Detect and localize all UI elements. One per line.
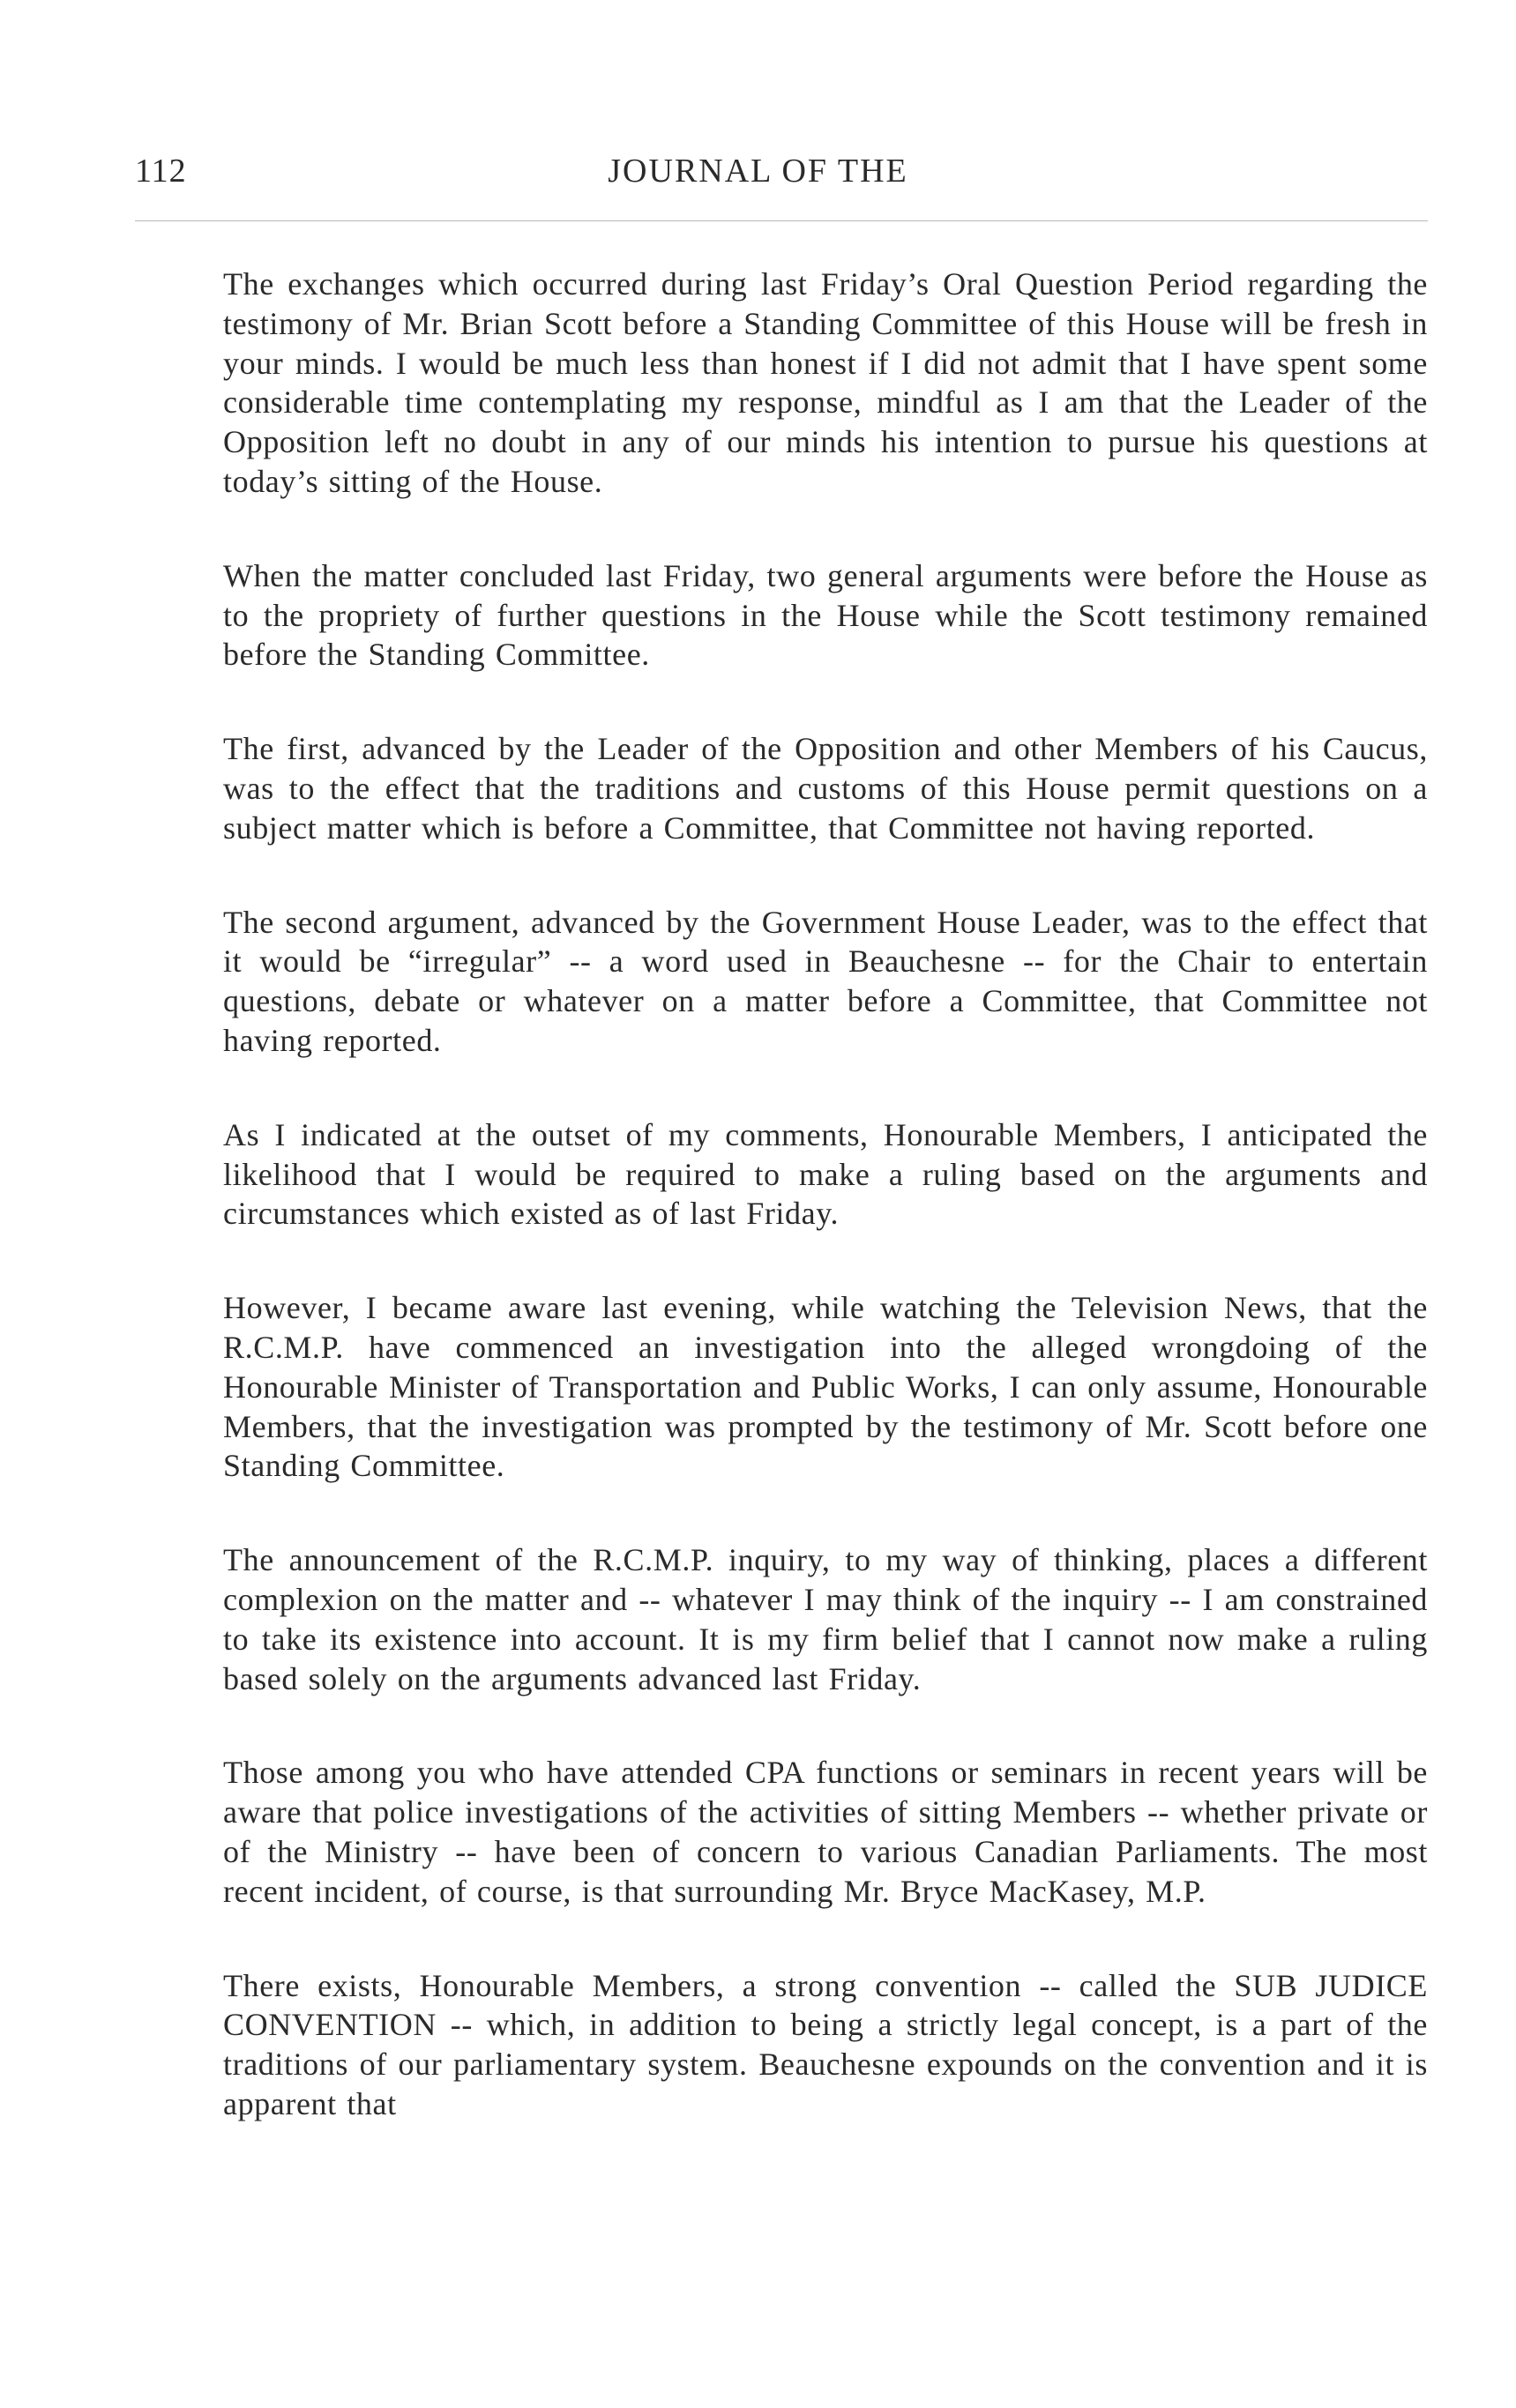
paragraph: However, I became aware last evening, while watching the Television News, that the R.C.M.P. have commenced an investigation into the alleged wrongdoing of the Honourable Minister of Transportation and Public Works, I can only assume, Honourable Members, that the investigation was prompted by the testimony of Mr. Scott before one Standing Committee. (223, 1290, 1428, 1484)
body-text (223, 265, 1428, 2179)
paragraph: As I indicated at the outset of my comments, Honourable Members, I anticipated the likelihood that I would be required to make a ruling based on the arguments and circumstances which existed as of last Friday. (223, 1116, 1428, 1232)
paragraph: The exchanges which occurred during last Friday’s Oral Question Period regarding the testimony of Mr. Brian Scott before a Standing Committee of this House will be fresh in your minds. I would be much less than honest if I did not admit that I have spent some considerable time contemplating my response, mindful as I am that the Leader of the Opposition left no doubt in any of our minds his intention to pursue his questions at today’s sitting of the House. (223, 266, 1428, 499)
paragraph: The second argument, advanced by the Government House Leader, was to the effect that it would be “irregular” -- a word used in Beauchesne -- for the Chair to entertain questions, debate or whatever on a matter before a Committee, that Committee not having reported. (223, 904, 1428, 1058)
paragraph: Those among you who have attended CPA functions or seminars in recent years will be aware that police investigations of the activities of sitting Members -- whether private or of the Ministry -- have been of concern to various Canadian Parliaments. The most recent incident, of course, is that surrounding Mr. Bryce MacKasey, M.P. (223, 1755, 1428, 1909)
paragraph: There exists, Honourable Members, a strong convention -- called the SUB JUDICE CONVENTION -- which, in addition to being a strictly legal concept, is a part of the traditions of our parliamentary system. Beauchesne expounds on the convention and it is apparent that (223, 1967, 1428, 2121)
page-number: 112 (135, 153, 187, 190)
header-rule (135, 220, 1428, 221)
paragraph: The first, advanced by the Leader of the Opposition and other Members of his Caucus, was to the effect that the traditions and customs of this House permit questions on a subject matter which is before a Committee, that Committee not having reported. (223, 731, 1428, 846)
paragraph: When the matter concluded last Friday, two general arguments were before the House as to the propriety of further questions in the House while the Scott testimony remained before the Standing Committee. (223, 557, 1428, 673)
running-head: JOURNAL OF THE (608, 153, 908, 190)
paragraph: The announcement of the R.C.M.P. inquiry, to my way of thinking, places a different complexion on the matter and -- whatever I may think of the inquiry -- I am constrained to take its existence into account. It is my firm belief that I cannot now make a ruling based solely on the arguments advanced last Friday. (223, 1542, 1428, 1696)
